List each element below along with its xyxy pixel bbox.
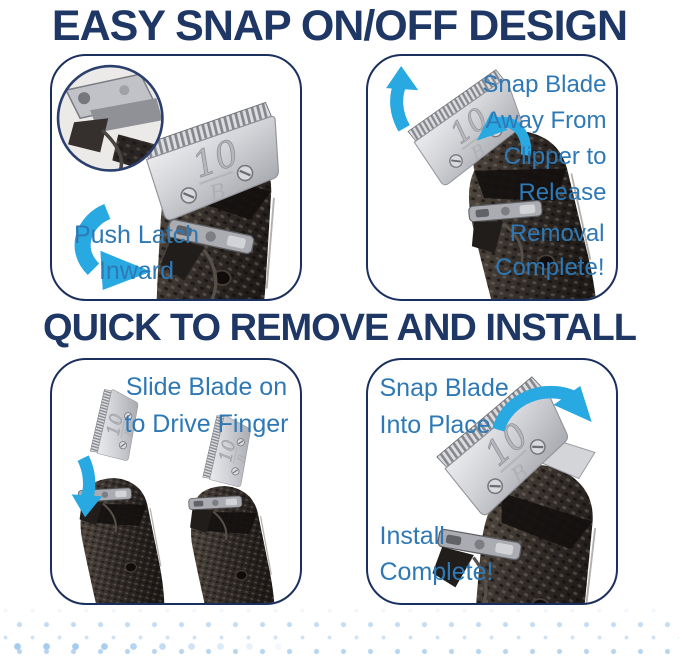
caption-line: to Drive Finger	[124, 409, 289, 438]
caption-line: Push Latch	[73, 221, 200, 250]
caption-snap-away	[467, 67, 607, 211]
caption-line: Complete!	[379, 557, 494, 586]
sub-heading: QUICK TO REMOVE AND INSTALL	[43, 307, 636, 350]
caption-line: Install	[379, 522, 445, 551]
main-heading: EASY SNAP ON/OFF DESIGN	[51, 2, 628, 50]
caption-line: Into Place	[379, 410, 491, 439]
caption-removal-complete	[445, 217, 605, 285]
panel-slide-blade	[50, 358, 302, 605]
row-removal-steps	[0, 54, 673, 301]
row-install-steps	[0, 358, 673, 605]
dot-pattern-decoration-large	[0, 624, 394, 662]
caption-line: Away From	[485, 107, 607, 135]
caption-push-latch	[52, 218, 222, 289]
caption-snap-into-place	[380, 370, 540, 443]
caption-line: Complete!	[495, 254, 605, 282]
magnifier-inset	[58, 66, 162, 172]
caption-line: Clipper to	[503, 143, 607, 171]
caption-line: Removal	[509, 220, 605, 248]
arrow-up-icon	[386, 66, 418, 128]
caption-line: Snap Blade	[482, 71, 607, 99]
panel-push-latch	[50, 54, 302, 301]
caption-install-complete	[380, 519, 550, 590]
caption-line: Snap Blade	[379, 374, 509, 403]
caption-line: Release	[518, 179, 607, 207]
caption-line: Slide Blade on	[125, 373, 288, 402]
panel-snap-into-place	[366, 358, 618, 605]
panel-snap-away	[366, 54, 618, 301]
caption-line: Inward	[98, 256, 175, 285]
caption-slide-blade	[117, 369, 297, 442]
